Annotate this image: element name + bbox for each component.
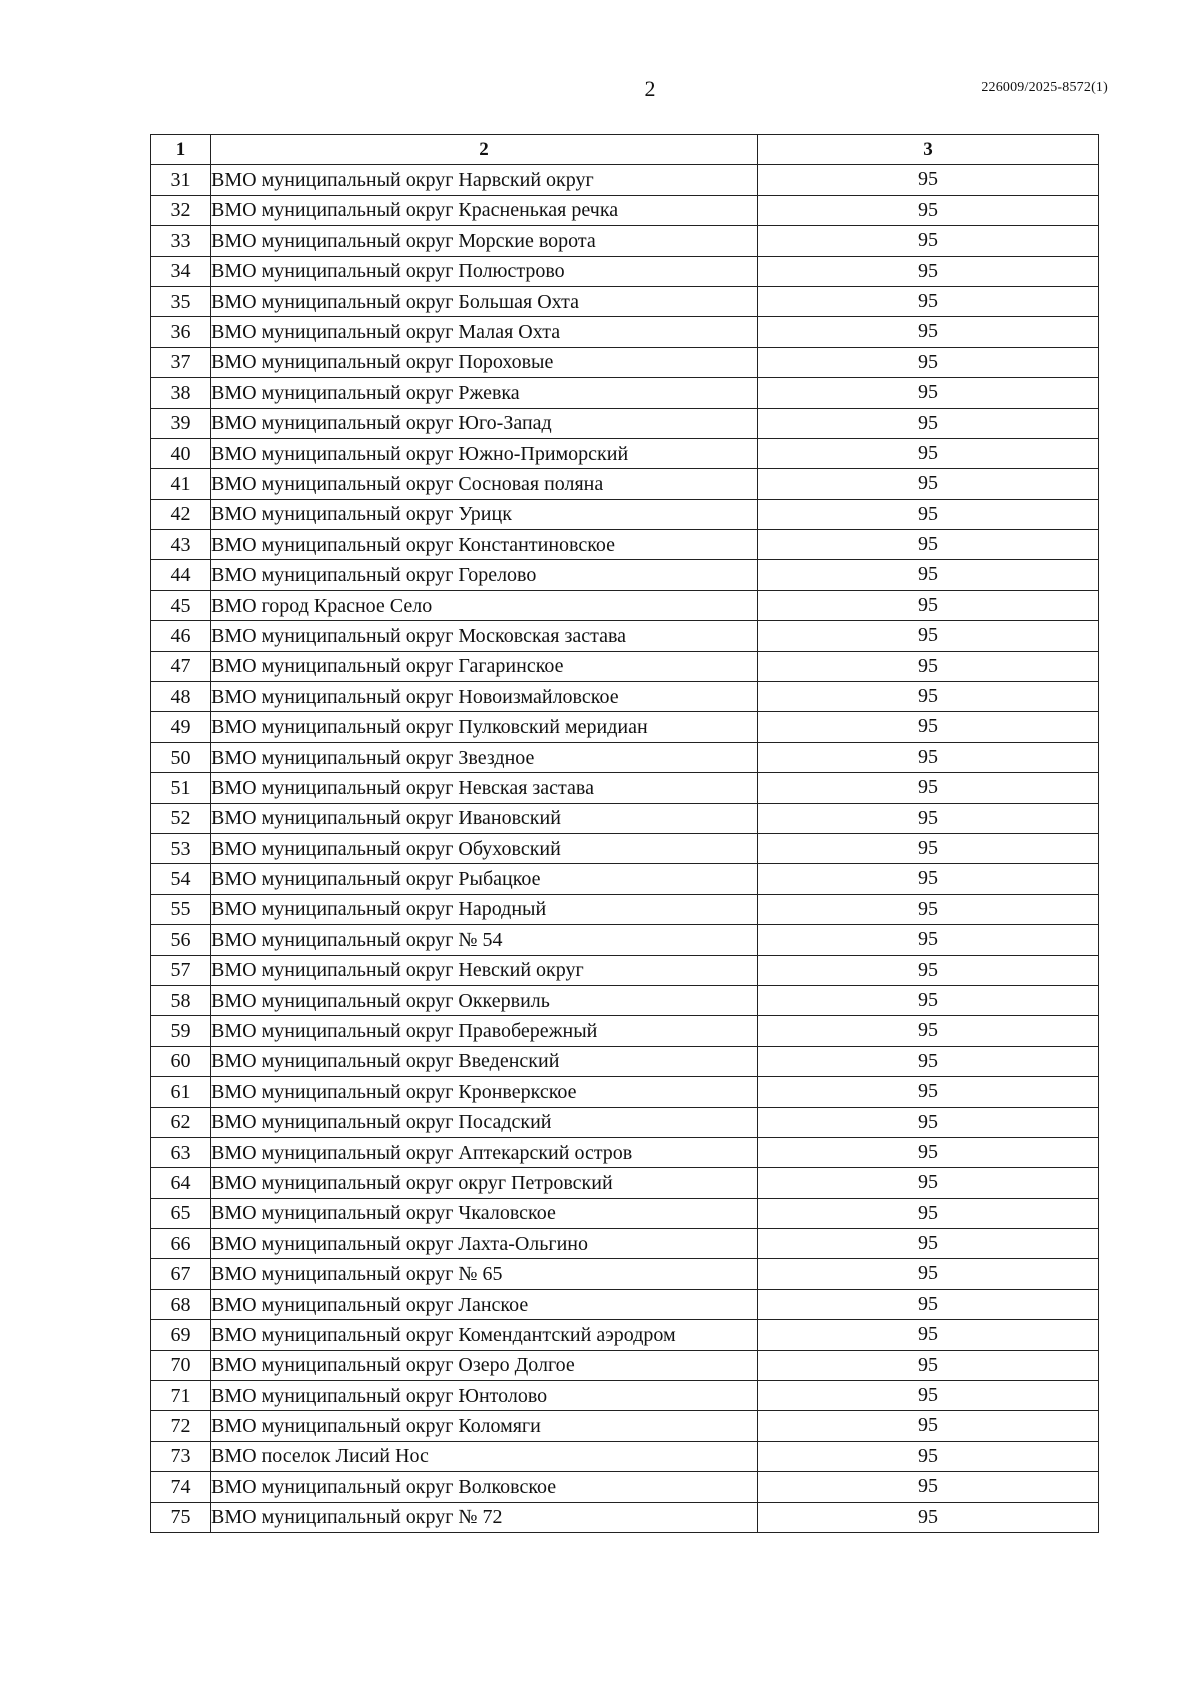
- municipality-name-cell: ВМО муниципальный округ Сосновая поляна: [211, 469, 758, 499]
- allocation-table: [150, 134, 1099, 1533]
- value-cell: 95: [758, 864, 1099, 894]
- municipality-name-cell: ВМО муниципальный округ Аптекарский остров: [211, 1137, 758, 1167]
- table-row: [151, 317, 1099, 347]
- row-number-cell: 57: [151, 955, 211, 985]
- table-row: [151, 925, 1099, 955]
- municipality-name-cell: ВМО муниципальный округ Пулковский меридиан: [211, 712, 758, 742]
- table-row: [151, 1472, 1099, 1502]
- municipality-name-cell: ВМО муниципальный округ Полюстрово: [211, 256, 758, 286]
- value-cell: 95: [758, 682, 1099, 712]
- value-cell: 95: [758, 1441, 1099, 1471]
- row-number-cell: 48: [151, 682, 211, 712]
- row-number-cell: 64: [151, 1168, 211, 1198]
- table-row: [151, 165, 1099, 195]
- table-row: [151, 1107, 1099, 1137]
- municipality-name-cell: ВМО муниципальный округ Большая Охта: [211, 286, 758, 316]
- value-cell: 95: [758, 590, 1099, 620]
- municipality-name-cell: ВМО муниципальный округ Константиновское: [211, 530, 758, 560]
- table-row: [151, 469, 1099, 499]
- row-number-cell: 42: [151, 499, 211, 529]
- municipality-name-cell: ВМО муниципальный округ Новоизмайловское: [211, 682, 758, 712]
- table-row: [151, 286, 1099, 316]
- table-row: [151, 833, 1099, 863]
- row-number-cell: 41: [151, 469, 211, 499]
- row-number-cell: 43: [151, 530, 211, 560]
- row-number-cell: 35: [151, 286, 211, 316]
- row-number-cell: 65: [151, 1198, 211, 1228]
- row-number-cell: 45: [151, 590, 211, 620]
- table-row: [151, 1046, 1099, 1076]
- municipality-name-cell: ВМО муниципальный округ № 54: [211, 925, 758, 955]
- value-cell: 95: [758, 803, 1099, 833]
- value-cell: 95: [758, 438, 1099, 468]
- table-row: [151, 773, 1099, 803]
- municipality-name-cell: ВМО муниципальный округ Коломяги: [211, 1411, 758, 1441]
- municipality-name-cell: ВМО муниципальный округ Невский округ: [211, 955, 758, 985]
- table-row: [151, 621, 1099, 651]
- table-row: [151, 560, 1099, 590]
- municipality-name-cell: ВМО муниципальный округ Кронверкское: [211, 1077, 758, 1107]
- value-cell: 95: [758, 1198, 1099, 1228]
- value-cell: 95: [758, 955, 1099, 985]
- municipality-name-cell: ВМО муниципальный округ Посадский: [211, 1107, 758, 1137]
- table-header-row: [151, 135, 1099, 165]
- municipality-name-cell: ВМО город Красное Село: [211, 590, 758, 620]
- row-number-cell: 40: [151, 438, 211, 468]
- row-number-cell: 72: [151, 1411, 211, 1441]
- municipality-name-cell: ВМО муниципальный округ Малая Охта: [211, 317, 758, 347]
- municipality-name-cell: ВМО муниципальный округ Озеро Долгое: [211, 1350, 758, 1380]
- municipality-name-cell: ВМО муниципальный округ Пороховые: [211, 347, 758, 377]
- value-cell: 95: [758, 226, 1099, 256]
- row-number-cell: 55: [151, 894, 211, 924]
- row-number-cell: 47: [151, 651, 211, 681]
- municipality-name-cell: ВМО муниципальный округ Невская застава: [211, 773, 758, 803]
- row-number-cell: 34: [151, 256, 211, 286]
- table-row: [151, 256, 1099, 286]
- value-cell: 95: [758, 773, 1099, 803]
- row-number-cell: 61: [151, 1077, 211, 1107]
- value-cell: 95: [758, 621, 1099, 651]
- value-cell: 95: [758, 286, 1099, 316]
- value-cell: 95: [758, 833, 1099, 863]
- municipality-name-cell: ВМО муниципальный округ Волковское: [211, 1472, 758, 1502]
- table-row: [151, 1137, 1099, 1167]
- table-row: [151, 1077, 1099, 1107]
- value-cell: 95: [758, 1168, 1099, 1198]
- row-number-cell: 69: [151, 1320, 211, 1350]
- row-number-cell: 44: [151, 560, 211, 590]
- table-row: [151, 1168, 1099, 1198]
- municipality-name-cell: ВМО муниципальный округ Ивановский: [211, 803, 758, 833]
- value-cell: 95: [758, 408, 1099, 438]
- municipality-name-cell: ВМО муниципальный округ Введенский: [211, 1046, 758, 1076]
- row-number-cell: 37: [151, 347, 211, 377]
- municipality-name-cell: ВМО муниципальный округ Рыбацкое: [211, 864, 758, 894]
- row-number-cell: 32: [151, 195, 211, 225]
- municipality-name-cell: ВМО муниципальный округ Ржевка: [211, 378, 758, 408]
- value-cell: 95: [758, 1381, 1099, 1411]
- value-cell: 95: [758, 1350, 1099, 1380]
- table-row: [151, 1289, 1099, 1319]
- row-number-cell: 50: [151, 742, 211, 772]
- municipality-name-cell: ВМО муниципальный округ Чкаловское: [211, 1198, 758, 1228]
- table-row: [151, 712, 1099, 742]
- value-cell: 95: [758, 1472, 1099, 1502]
- municipality-name-cell: ВМО муниципальный округ Обуховский: [211, 833, 758, 863]
- row-number-cell: 51: [151, 773, 211, 803]
- table-row: [151, 682, 1099, 712]
- municipality-name-cell: ВМО муниципальный округ № 65: [211, 1259, 758, 1289]
- row-number-cell: 74: [151, 1472, 211, 1502]
- value-cell: 95: [758, 1077, 1099, 1107]
- row-number-cell: 75: [151, 1502, 211, 1532]
- document-code: 226009/2025-8572(1): [981, 80, 1108, 95]
- value-cell: 95: [758, 894, 1099, 924]
- value-cell: 95: [758, 1229, 1099, 1259]
- row-number-cell: 58: [151, 985, 211, 1015]
- row-number-cell: 56: [151, 925, 211, 955]
- row-number-cell: 60: [151, 1046, 211, 1076]
- municipality-name-cell: ВМО муниципальный округ Нарвский округ: [211, 165, 758, 195]
- table-row: [151, 1381, 1099, 1411]
- table-row: [151, 985, 1099, 1015]
- value-cell: 95: [758, 1320, 1099, 1350]
- municipality-name-cell: ВМО муниципальный округ Комендантский аэродром: [211, 1320, 758, 1350]
- row-number-cell: 70: [151, 1350, 211, 1380]
- value-cell: 95: [758, 712, 1099, 742]
- table-row: [151, 651, 1099, 681]
- table-row: [151, 530, 1099, 560]
- table-row: [151, 894, 1099, 924]
- municipality-name-cell: ВМО муниципальный округ Урицк: [211, 499, 758, 529]
- municipality-name-cell: ВМО муниципальный округ округ Петровский: [211, 1168, 758, 1198]
- row-number-cell: 73: [151, 1441, 211, 1471]
- table-row: [151, 378, 1099, 408]
- row-number-cell: 63: [151, 1137, 211, 1167]
- municipality-name-cell: ВМО муниципальный округ Гагаринское: [211, 651, 758, 681]
- municipality-name-cell: ВМО поселок Лисий Нос: [211, 1441, 758, 1471]
- value-cell: 95: [758, 1137, 1099, 1167]
- page-number: 2: [644, 76, 656, 101]
- municipality-name-cell: ВМО муниципальный округ Красненькая речка: [211, 195, 758, 225]
- table-row: [151, 226, 1099, 256]
- row-number-cell: 71: [151, 1381, 211, 1411]
- column-header-value: 3: [758, 135, 1099, 165]
- row-number-cell: 54: [151, 864, 211, 894]
- row-number-cell: 38: [151, 378, 211, 408]
- municipality-name-cell: ВМО муниципальный округ Юнтолово: [211, 1381, 758, 1411]
- municipality-name-cell: ВМО муниципальный округ Звездное: [211, 742, 758, 772]
- column-header-name: 2: [211, 135, 758, 165]
- table-row: [151, 408, 1099, 438]
- table-row: [151, 1502, 1099, 1532]
- municipality-name-cell: ВМО муниципальный округ Лахта-Ольгино: [211, 1229, 758, 1259]
- table-row: [151, 1320, 1099, 1350]
- row-number-cell: 36: [151, 317, 211, 347]
- row-number-cell: 46: [151, 621, 211, 651]
- municipality-name-cell: ВМО муниципальный округ Ланское: [211, 1289, 758, 1319]
- row-number-cell: 33: [151, 226, 211, 256]
- value-cell: 95: [758, 1411, 1099, 1441]
- municipality-name-cell: ВМО муниципальный округ Морские ворота: [211, 226, 758, 256]
- table-row: [151, 195, 1099, 225]
- table-row: [151, 864, 1099, 894]
- value-cell: 95: [758, 347, 1099, 377]
- municipality-name-cell: ВМО муниципальный округ Юго-Запад: [211, 408, 758, 438]
- row-number-cell: 52: [151, 803, 211, 833]
- value-cell: 95: [758, 195, 1099, 225]
- table-row: [151, 1259, 1099, 1289]
- table-row: [151, 742, 1099, 772]
- table-row: [151, 1016, 1099, 1046]
- value-cell: 95: [758, 165, 1099, 195]
- row-number-cell: 67: [151, 1259, 211, 1289]
- row-number-cell: 66: [151, 1229, 211, 1259]
- table-row: [151, 803, 1099, 833]
- row-number-cell: 68: [151, 1289, 211, 1319]
- value-cell: 95: [758, 530, 1099, 560]
- table-row: [151, 499, 1099, 529]
- value-cell: 95: [758, 317, 1099, 347]
- table-body: [151, 165, 1099, 1533]
- value-cell: 95: [758, 378, 1099, 408]
- table-row: [151, 347, 1099, 377]
- value-cell: 95: [758, 985, 1099, 1015]
- value-cell: 95: [758, 1107, 1099, 1137]
- row-number-cell: 31: [151, 165, 211, 195]
- row-number-cell: 39: [151, 408, 211, 438]
- value-cell: 95: [758, 1289, 1099, 1319]
- table-row: [151, 1411, 1099, 1441]
- municipality-name-cell: ВМО муниципальный округ Правобережный: [211, 1016, 758, 1046]
- municipality-name-cell: ВМО муниципальный округ № 72: [211, 1502, 758, 1532]
- value-cell: 95: [758, 742, 1099, 772]
- table-row: [151, 438, 1099, 468]
- value-cell: 95: [758, 1046, 1099, 1076]
- table-row: [151, 1198, 1099, 1228]
- value-cell: 95: [758, 469, 1099, 499]
- table-row: [151, 590, 1099, 620]
- row-number-cell: 59: [151, 1016, 211, 1046]
- table-row: [151, 1441, 1099, 1471]
- municipality-name-cell: ВМО муниципальный округ Горелово: [211, 560, 758, 590]
- table-row: [151, 955, 1099, 985]
- value-cell: 95: [758, 925, 1099, 955]
- value-cell: 95: [758, 1259, 1099, 1289]
- municipality-name-cell: ВМО муниципальный округ Московская застава: [211, 621, 758, 651]
- municipality-name-cell: ВМО муниципальный округ Народный: [211, 894, 758, 924]
- value-cell: 95: [758, 256, 1099, 286]
- column-header-number: 1: [151, 135, 211, 165]
- row-number-cell: 53: [151, 833, 211, 863]
- value-cell: 95: [758, 1016, 1099, 1046]
- value-cell: 95: [758, 1502, 1099, 1532]
- value-cell: 95: [758, 499, 1099, 529]
- row-number-cell: 62: [151, 1107, 211, 1137]
- table-row: [151, 1350, 1099, 1380]
- municipality-name-cell: ВМО муниципальный округ Южно-Приморский: [211, 438, 758, 468]
- value-cell: 95: [758, 560, 1099, 590]
- row-number-cell: 49: [151, 712, 211, 742]
- table-row: [151, 1229, 1099, 1259]
- value-cell: 95: [758, 651, 1099, 681]
- municipality-name-cell: ВМО муниципальный округ Оккервиль: [211, 985, 758, 1015]
